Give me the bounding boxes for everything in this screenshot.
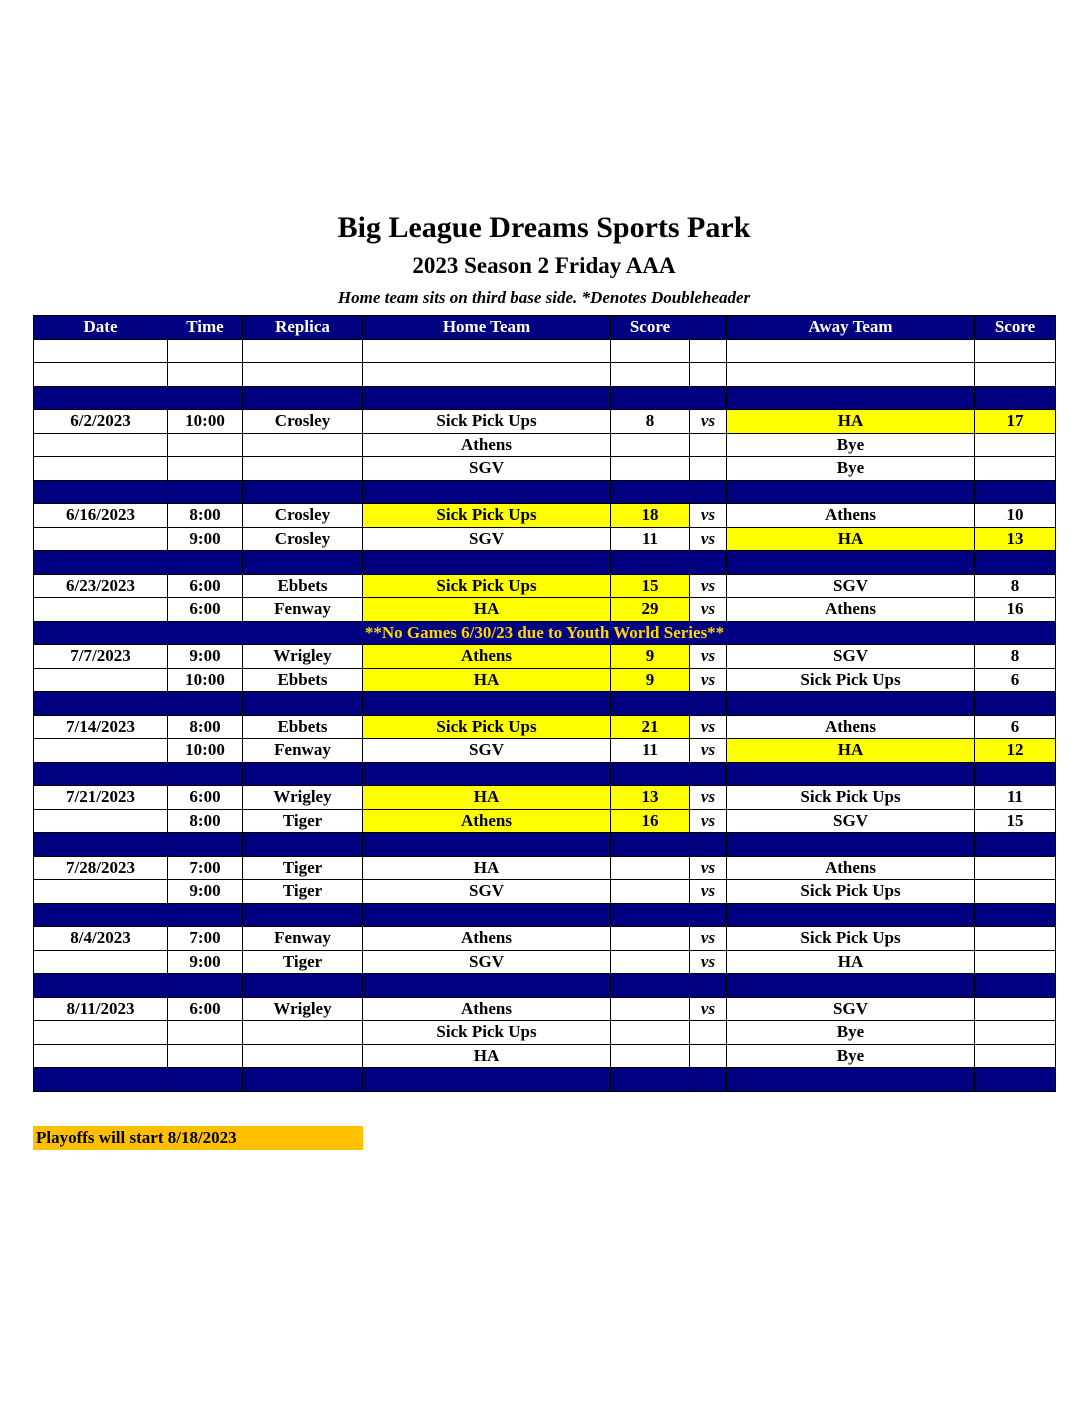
vs-label: vs (690, 668, 727, 692)
game-replica: Tiger (243, 880, 363, 904)
away-score: 13 (975, 527, 1056, 551)
home-team: HA (363, 856, 611, 880)
game-time: 8:00 (168, 715, 243, 739)
notice-row (34, 621, 1056, 645)
home-score: 21 (611, 715, 690, 739)
away-score: 8 (975, 574, 1056, 598)
game-row (34, 668, 1056, 692)
away-score (975, 997, 1056, 1021)
home-score (611, 950, 690, 974)
away-team: HA (727, 739, 975, 763)
home-score (611, 433, 690, 457)
away-score: 12 (975, 739, 1056, 763)
game-row (34, 927, 1056, 951)
separator-row (34, 1068, 1056, 1092)
vs-label: vs (690, 527, 727, 551)
game-time: 10:00 (168, 410, 243, 434)
game-replica: Tiger (243, 809, 363, 833)
blank-row (34, 339, 1056, 363)
home-score: 8 (611, 410, 690, 434)
away-score (975, 880, 1056, 904)
vs-label: vs (690, 574, 727, 598)
header-away-score: Score (975, 316, 1056, 340)
vs-label: vs (690, 410, 727, 434)
home-team: Sick Pick Ups (363, 1021, 611, 1045)
game-row (34, 598, 1056, 622)
away-score: 15 (975, 809, 1056, 833)
game-date: 6/16/2023 (34, 504, 168, 528)
schedule-table (33, 315, 1056, 1092)
away-score: 10 (975, 504, 1056, 528)
game-time: 9:00 (168, 527, 243, 551)
vs-label: vs (690, 786, 727, 810)
away-score (975, 433, 1056, 457)
home-score (611, 856, 690, 880)
away-team: Bye (727, 457, 975, 481)
game-date: 7/21/2023 (34, 786, 168, 810)
game-time: 7:00 (168, 927, 243, 951)
away-score: 6 (975, 668, 1056, 692)
game-row (34, 1044, 1056, 1068)
game-replica: Wrigley (243, 786, 363, 810)
game-date (34, 1021, 168, 1045)
home-team: Athens (363, 433, 611, 457)
away-team: Athens (727, 504, 975, 528)
header-home-team: Home Team (363, 316, 611, 340)
game-date: 8/4/2023 (34, 927, 168, 951)
home-team: Athens (363, 927, 611, 951)
away-team: Sick Pick Ups (727, 668, 975, 692)
game-time: 6:00 (168, 574, 243, 598)
home-score: 29 (611, 598, 690, 622)
separator-row (34, 762, 1056, 786)
away-team: Athens (727, 856, 975, 880)
game-time: 10:00 (168, 668, 243, 692)
game-time: 9:00 (168, 645, 243, 669)
game-row (34, 574, 1056, 598)
away-team: Bye (727, 433, 975, 457)
game-row (34, 457, 1056, 481)
header-vs (690, 316, 727, 340)
home-team: SGV (363, 457, 611, 481)
home-team: Athens (363, 645, 611, 669)
home-team: SGV (363, 880, 611, 904)
home-team: SGV (363, 950, 611, 974)
game-date: 6/23/2023 (34, 574, 168, 598)
game-date (34, 527, 168, 551)
game-row (34, 856, 1056, 880)
game-replica: Ebbets (243, 715, 363, 739)
away-team: SGV (727, 645, 975, 669)
vs-label: vs (690, 739, 727, 763)
away-team: SGV (727, 809, 975, 833)
game-row (34, 739, 1056, 763)
game-row (34, 433, 1056, 457)
away-score (975, 1044, 1056, 1068)
home-team: Sick Pick Ups (363, 504, 611, 528)
home-score (611, 457, 690, 481)
game-replica: Ebbets (243, 574, 363, 598)
game-row (34, 1021, 1056, 1045)
game-replica: Crosley (243, 504, 363, 528)
game-time: 6:00 (168, 598, 243, 622)
game-date (34, 433, 168, 457)
game-row (34, 527, 1056, 551)
game-replica: Fenway (243, 739, 363, 763)
game-time: 7:00 (168, 856, 243, 880)
game-date (34, 457, 168, 481)
game-replica: Crosley (243, 410, 363, 434)
away-score (975, 856, 1056, 880)
header-row (34, 316, 1056, 340)
game-time (168, 1021, 243, 1045)
home-score: 11 (611, 739, 690, 763)
game-replica: Wrigley (243, 645, 363, 669)
separator-row (34, 386, 1056, 410)
away-team: Bye (727, 1044, 975, 1068)
game-replica (243, 433, 363, 457)
vs-label: vs (690, 997, 727, 1021)
game-row (34, 997, 1056, 1021)
game-replica (243, 1044, 363, 1068)
home-team: SGV (363, 739, 611, 763)
header-time: Time (168, 316, 243, 340)
home-score (611, 997, 690, 1021)
home-team: HA (363, 1044, 611, 1068)
away-team: HA (727, 527, 975, 551)
game-time: 9:00 (168, 880, 243, 904)
game-replica (243, 457, 363, 481)
away-team: Athens (727, 715, 975, 739)
vs-label: vs (690, 645, 727, 669)
away-score: 11 (975, 786, 1056, 810)
game-row (34, 809, 1056, 833)
game-row (34, 645, 1056, 669)
away-team: SGV (727, 574, 975, 598)
header-date: Date (34, 316, 168, 340)
game-time (168, 457, 243, 481)
away-score: 17 (975, 410, 1056, 434)
game-time (168, 433, 243, 457)
home-score: 16 (611, 809, 690, 833)
game-time (168, 1044, 243, 1068)
game-time: 9:00 (168, 950, 243, 974)
home-team: Athens (363, 809, 611, 833)
away-team: Sick Pick Ups (727, 927, 975, 951)
game-time: 10:00 (168, 739, 243, 763)
vs-label: vs (690, 504, 727, 528)
home-team: Athens (363, 997, 611, 1021)
vs-label: vs (690, 927, 727, 951)
game-time: 8:00 (168, 809, 243, 833)
vs-label (690, 1021, 727, 1045)
game-replica: Fenway (243, 598, 363, 622)
home-team: SGV (363, 527, 611, 551)
playoffs-note: Playoffs will start 8/18/2023 (33, 1126, 363, 1150)
game-row (34, 880, 1056, 904)
game-row (34, 504, 1056, 528)
game-date: 8/11/2023 (34, 997, 168, 1021)
game-row (34, 410, 1056, 434)
vs-label: vs (690, 809, 727, 833)
header-home-score: Score (611, 316, 690, 340)
away-score (975, 927, 1056, 951)
vs-label: vs (690, 880, 727, 904)
away-team: Bye (727, 1021, 975, 1045)
game-time: 6:00 (168, 786, 243, 810)
game-time: 6:00 (168, 997, 243, 1021)
vs-label (690, 457, 727, 481)
separator-row (34, 551, 1056, 575)
away-team: Sick Pick Ups (727, 786, 975, 810)
game-date: 7/7/2023 (34, 645, 168, 669)
away-score (975, 950, 1056, 974)
no-games-notice: **No Games 6/30/23 due to Youth World Series** (34, 621, 1056, 645)
home-score: 9 (611, 645, 690, 669)
home-score: 11 (611, 527, 690, 551)
away-score (975, 457, 1056, 481)
separator-row (34, 480, 1056, 504)
game-replica: Wrigley (243, 997, 363, 1021)
game-replica: Ebbets (243, 668, 363, 692)
game-time: 8:00 (168, 504, 243, 528)
separator-row (34, 903, 1056, 927)
away-score: 16 (975, 598, 1056, 622)
game-replica: Crosley (243, 527, 363, 551)
vs-label (690, 1044, 727, 1068)
home-team: HA (363, 786, 611, 810)
away-team: Sick Pick Ups (727, 880, 975, 904)
vs-label (690, 433, 727, 457)
blank-row (34, 363, 1056, 387)
away-team: Athens (727, 598, 975, 622)
home-team: HA (363, 668, 611, 692)
home-team: Sick Pick Ups (363, 410, 611, 434)
game-replica: Tiger (243, 950, 363, 974)
vs-label: vs (690, 856, 727, 880)
game-replica: Tiger (243, 856, 363, 880)
game-date (34, 668, 168, 692)
home-team: Sick Pick Ups (363, 715, 611, 739)
home-score: 9 (611, 668, 690, 692)
game-date: 6/2/2023 (34, 410, 168, 434)
schedule-note: Home team sits on third base side. *Denotes Doubleheader (337, 288, 751, 307)
vs-label: vs (690, 598, 727, 622)
home-score (611, 1021, 690, 1045)
header-replica: Replica (243, 316, 363, 340)
page-subtitle: 2023 Season 2 Friday AAA (412, 253, 676, 278)
game-date (34, 739, 168, 763)
vs-label: vs (690, 950, 727, 974)
home-score: 15 (611, 574, 690, 598)
game-date (34, 950, 168, 974)
separator-row (34, 833, 1056, 857)
home-team: Sick Pick Ups (363, 574, 611, 598)
home-score: 18 (611, 504, 690, 528)
game-date (34, 598, 168, 622)
game-date (34, 880, 168, 904)
game-date (34, 1044, 168, 1068)
home-score (611, 1044, 690, 1068)
game-row (34, 715, 1056, 739)
game-replica (243, 1021, 363, 1045)
page-title: Big League Dreams Sports Park (337, 211, 751, 244)
header-away-team: Away Team (727, 316, 975, 340)
away-team: HA (727, 410, 975, 434)
game-date: 7/14/2023 (34, 715, 168, 739)
home-score (611, 927, 690, 951)
vs-label: vs (690, 715, 727, 739)
away-score: 8 (975, 645, 1056, 669)
separator-row (34, 692, 1056, 716)
game-date (34, 809, 168, 833)
home-score: 13 (611, 786, 690, 810)
away-score: 6 (975, 715, 1056, 739)
game-replica: Fenway (243, 927, 363, 951)
away-team: SGV (727, 997, 975, 1021)
away-team: HA (727, 950, 975, 974)
game-row (34, 786, 1056, 810)
home-team: HA (363, 598, 611, 622)
home-score (611, 880, 690, 904)
away-score (975, 1021, 1056, 1045)
game-date: 7/28/2023 (34, 856, 168, 880)
separator-row (34, 974, 1056, 998)
game-row (34, 950, 1056, 974)
